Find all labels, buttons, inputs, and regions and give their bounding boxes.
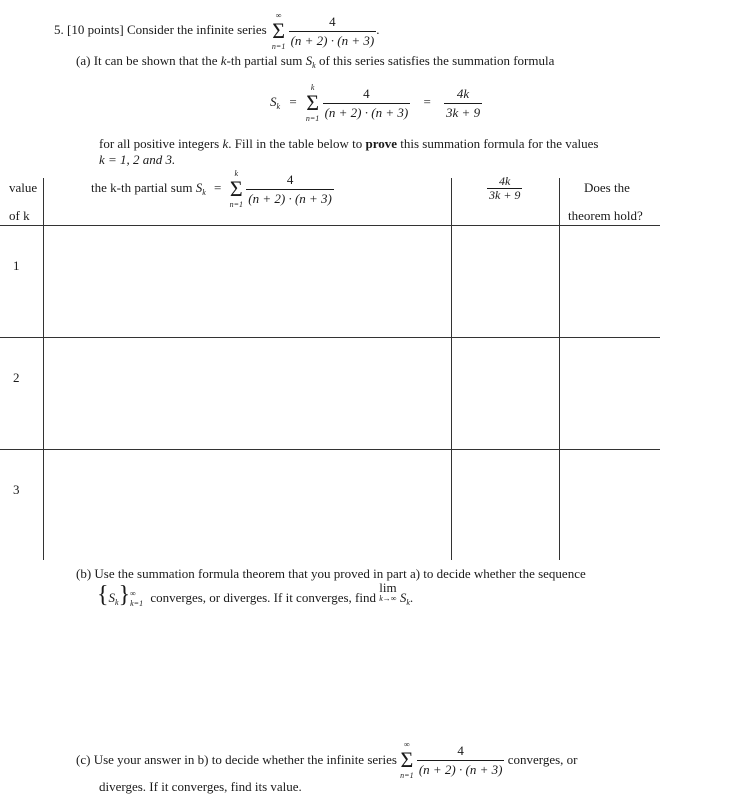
part-b-line2: $\{S_k\}$ ∞ k=1 converges, or diverges. If it converges, find lim k→∞ $S_k$.: [97, 580, 414, 609]
formula-cell-k3[interactable]: [453, 451, 558, 559]
col4-header-line1: Does the: [584, 180, 630, 195]
part-b-intro: [76, 566, 586, 582]
part-c-text: Use your answer in b) to decide whether the infinite series: [93, 752, 397, 767]
partial-sum-cell-k2[interactable]: [45, 339, 450, 448]
sum-upper-limit: ∞: [404, 740, 410, 749]
k-values-line: k = 1, 2 and 3.: [99, 152, 176, 167]
closed-form: [444, 86, 482, 121]
part-c-term: [417, 743, 505, 778]
term-numerator: 4: [329, 13, 336, 29]
seq-lower: k=1: [130, 599, 144, 609]
col2-term: [246, 172, 334, 207]
series-sum-symbol: ∞ Σ n=1: [271, 11, 286, 51]
col1-header-line1: value: [9, 180, 38, 195]
term-denominator: (n + 2) · (n + 3): [290, 32, 375, 48]
equals-sign: =: [289, 93, 297, 109]
equals-sign: =: [423, 93, 431, 109]
sk-subscript: k: [202, 187, 206, 197]
term-numerator: 4: [363, 85, 370, 101]
theorem-holds-cell-k1[interactable]: [561, 227, 659, 336]
partial-sum-cell-k3[interactable]: [45, 451, 450, 559]
term-denominator: (n + 2) · (n + 3): [324, 104, 409, 120]
problem-number: 5.: [54, 21, 64, 37]
part-a-text: of this series satisfies the summation formula: [318, 53, 555, 68]
instruction-text: this summation formula for the values: [400, 136, 599, 151]
sum-lower-limit: n=1: [305, 114, 320, 123]
seq-subscript: k: [115, 598, 119, 607]
formula-lhs-subscript: k: [276, 101, 281, 111]
col4-header-line2: theorem hold?: [568, 208, 643, 223]
part-c-text: converges, or: [507, 752, 578, 767]
col3-header: [487, 176, 522, 201]
part-a-text: -th partial sum: [226, 53, 303, 68]
header-period: .: [376, 21, 380, 37]
table-header-divider: [0, 225, 660, 226]
col3-numerator: 4k: [499, 174, 511, 188]
part-c-sum-symbol: ∞ Σ n=1: [400, 740, 414, 780]
sk-symbol: S: [195, 179, 203, 195]
series-term: [289, 13, 380, 49]
seq-symbol: S: [108, 590, 116, 605]
sk-subscript: k: [312, 61, 316, 70]
sk-symbol: S: [305, 53, 313, 68]
row-k-value: 3: [13, 482, 20, 497]
col2-sum-symbol: k Σ n=1: [229, 169, 244, 209]
sum-upper-limit: ∞: [275, 11, 282, 20]
summation-formula: [270, 83, 482, 123]
formula-term: [323, 86, 411, 121]
problem-points: [10 points]: [67, 21, 124, 37]
table-col-divider: [559, 178, 560, 560]
closed-form-numerator: 4k: [456, 85, 470, 101]
instruction-text: . Fill in the table below to: [228, 136, 363, 151]
part-a-text: It can be shown that the: [93, 53, 218, 68]
col2-header-text: the k-th partial sum: [91, 179, 193, 195]
term-denominator: (n + 2) · (n + 3): [418, 761, 503, 777]
part-a-label: (a): [76, 53, 91, 68]
table-col-divider: [451, 178, 452, 560]
problem-header: [54, 11, 379, 51]
limit-expression: [379, 582, 396, 604]
part-c-label: (c): [76, 752, 91, 767]
lim-subscript: k→∞: [379, 594, 397, 603]
prove-emphasis: prove: [365, 136, 398, 151]
formula-lhs: S: [270, 93, 277, 109]
closed-form-denominator: 3k + 9: [446, 104, 481, 120]
part-b-label: (b): [76, 566, 92, 581]
k-variable: k: [222, 136, 229, 151]
part-b-text: Use the summation formula theorem that you proved in part a) to decide whether the sequence: [94, 566, 586, 581]
k-variable: k: [220, 53, 227, 68]
part-a-instructions: [99, 136, 598, 152]
formula-sum-symbol: k Σ n=1: [305, 83, 320, 123]
sum-lower-limit: n=1: [271, 42, 286, 51]
lim-s: S: [399, 590, 407, 605]
lim-s-subscript: k: [406, 598, 410, 607]
lim-text: lim: [379, 580, 397, 595]
part-b-period: .: [409, 590, 414, 605]
term-numerator: 4: [286, 171, 294, 187]
theorem-holds-cell-k2[interactable]: [561, 339, 659, 448]
table-row-divider: [0, 337, 660, 338]
formula-cell-k2[interactable]: [453, 339, 558, 448]
partial-sum-cell-k1[interactable]: [45, 227, 450, 336]
term-denominator: (n + 2) · (n + 3): [248, 190, 332, 206]
col3-fraction: [487, 176, 522, 201]
formula-cell-k1[interactable]: [453, 227, 558, 336]
col1-header-line2: of k: [9, 208, 30, 223]
col2-header: [91, 169, 334, 209]
table-row-divider: [0, 449, 660, 450]
sum-lower-limit: n=1: [400, 771, 414, 780]
row-k-value: 1: [13, 258, 20, 273]
sum-lower-limit: n=1: [229, 200, 244, 209]
col3-denominator: 3k + 9: [489, 188, 521, 202]
seq-upper: ∞: [130, 589, 136, 599]
row-k-value: 2: [13, 370, 20, 385]
part-c-line1: [76, 740, 578, 780]
part-b-text: converges, or diverges. If it converges, find: [150, 590, 376, 605]
part-c-line2: diverges. If it converges, find its value.: [99, 779, 302, 794]
theorem-holds-cell-k3[interactable]: [561, 451, 659, 559]
part-a-intro: [76, 53, 554, 70]
instruction-text: for all positive integers: [99, 136, 220, 151]
problem-intro: Consider the infinite series: [126, 21, 267, 37]
sum-upper-limit: k: [310, 83, 315, 92]
sum-upper-limit: k: [234, 169, 239, 178]
term-numerator: 4: [457, 742, 464, 758]
equals-sign: =: [214, 179, 222, 195]
table-col-divider: [43, 178, 44, 560]
